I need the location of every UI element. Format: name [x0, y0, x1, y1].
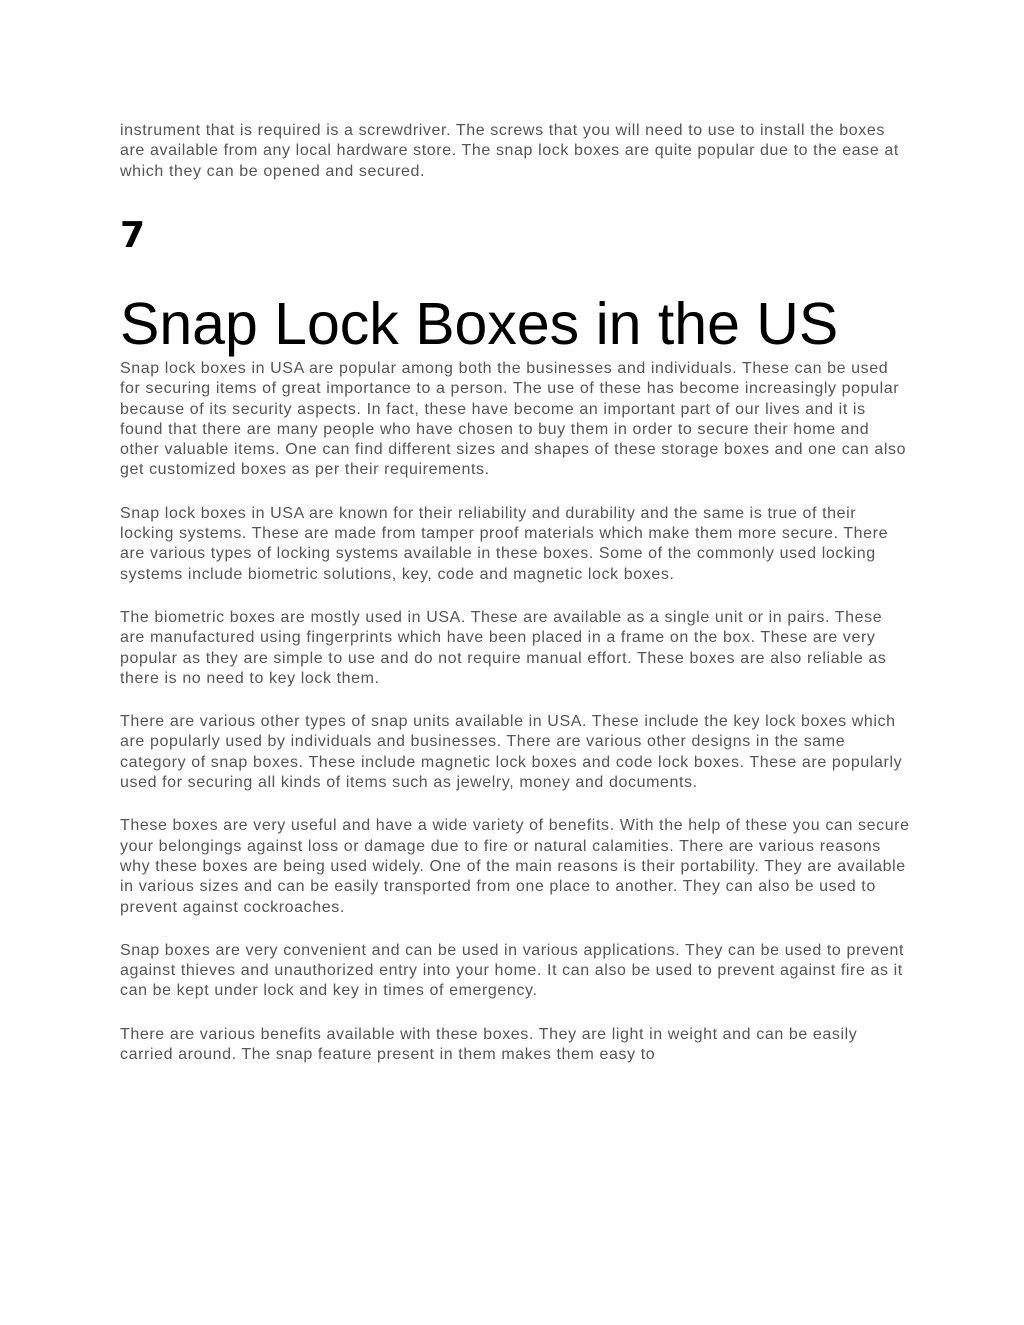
page-number: 7 [120, 215, 146, 256]
paragraph: These boxes are very useful and have a wide variety of benefits. With the help of these you can secure your belongings against loss or damage due to fire or natural calamities. There are various reasons why these boxes are being used widely. One of the main reasons is their portability. They are available in various sizes and can be easily transported from one place to another. They can also be used to prevent against cockroaches. [120, 817, 910, 916]
paragraph: Snap lock boxes in USA are known for their reliability and durability and the same is true of their locking systems. These are made from tamper proof materials which make them more secure. There are various types of locking systems available in these boxes. Some of the commonly used locking systems include biometric solutions, key, code and magnetic lock boxes. [120, 504, 889, 583]
section-heading: Snap Lock Boxes in the US [120, 291, 839, 357]
document-page [120, 121, 910, 1064]
paragraph: The biometric boxes are mostly used in USA. These are available as a single unit or in pairs. These are manufactured using fingerprints which have been placed in a frame on the box. These are very popular as they are simple to use and do not require manual effort. These boxes are also reliable as there is no need to key lock them. [120, 608, 887, 687]
body-text [120, 359, 910, 1065]
paragraph: Snap lock boxes in USA are popular among both the businesses and individuals. These can be used for securing items of great importance to a person. The use of these has become increasingly popular because of its security aspects. In fact, these have become an important part of our lives and it is found that there are many people who have chosen to buy them in order to secure their home and other valuable items. One can find different sizes and shapes of these storage boxes and one can also get customized boxes as per their requirements. [120, 360, 907, 479]
paragraph: There are various benefits available with these boxes. They are light in weight and can be easily carried around. The snap feature present in them makes them easy to [120, 1025, 858, 1064]
paragraph: Snap boxes are very convenient and can be used in various applications. They can be used to prevent against thieves and unauthorized entry into your home. It can also be used to prevent against fire as it can be kept under lock and key in times of emergency. [120, 941, 905, 1000]
intro-paragraph: instrument that is required is a screwdriver. The screws that you will need to use to install the boxes are available from any local hardware store. The snap lock boxes are quite popular due to the ease at which they can be opened and secured. [120, 122, 899, 180]
paragraph: There are various other types of snap units available in USA. These include the key lock boxes which are popularly used by individuals and businesses. There are various other designs in the same category of snap boxes. These include magnetic lock boxes and code lock boxes. These are popularly used for securing all kinds of items such as jewelry, money and documents. [120, 713, 903, 792]
